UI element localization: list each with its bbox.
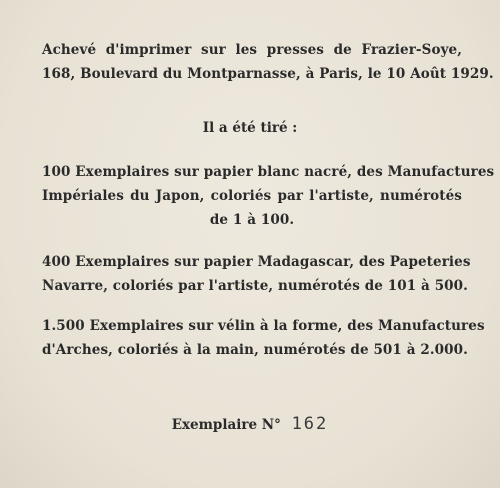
edition-line: 1.500 Exemplaires sur vélin à la forme, des Manufactures [42,318,485,334]
edition-line: d'Arches, coloriés à la main, numérotés de 501 à 2.000. [42,342,468,358]
edition-japon [42,160,495,232]
printer-line-1: Achevé d'imprimer sur les presses de Frazier-Soye, [42,42,462,58]
edition-line: 100 Exemplaires sur papier blanc nacré, des Manufactures [42,164,495,180]
edition-madagascar [42,250,471,298]
edition-line: Impériales du Japon, coloriés par l'artiste, numérotés [42,188,462,204]
copy-number-label: Exemplaire N° [171,417,281,433]
printer-statement [42,38,494,86]
edition-line: 400 Exemplaires sur papier Madagascar, des Papeteries [42,254,471,270]
edition-line: de 1 à 100. [209,212,295,228]
edition-velin [42,314,485,362]
printer-line-2: 168, Boulevard du Montparnasse, à Paris, le 10 Août 1929. [42,66,494,82]
print-run-heading: Il a été tiré : [202,120,298,136]
copy-number-value: 162 [291,414,329,434]
edition-line: Navarre, coloriés par l'artiste, numérotés de 101 à 500. [42,278,468,294]
copy-number [0,414,500,434]
